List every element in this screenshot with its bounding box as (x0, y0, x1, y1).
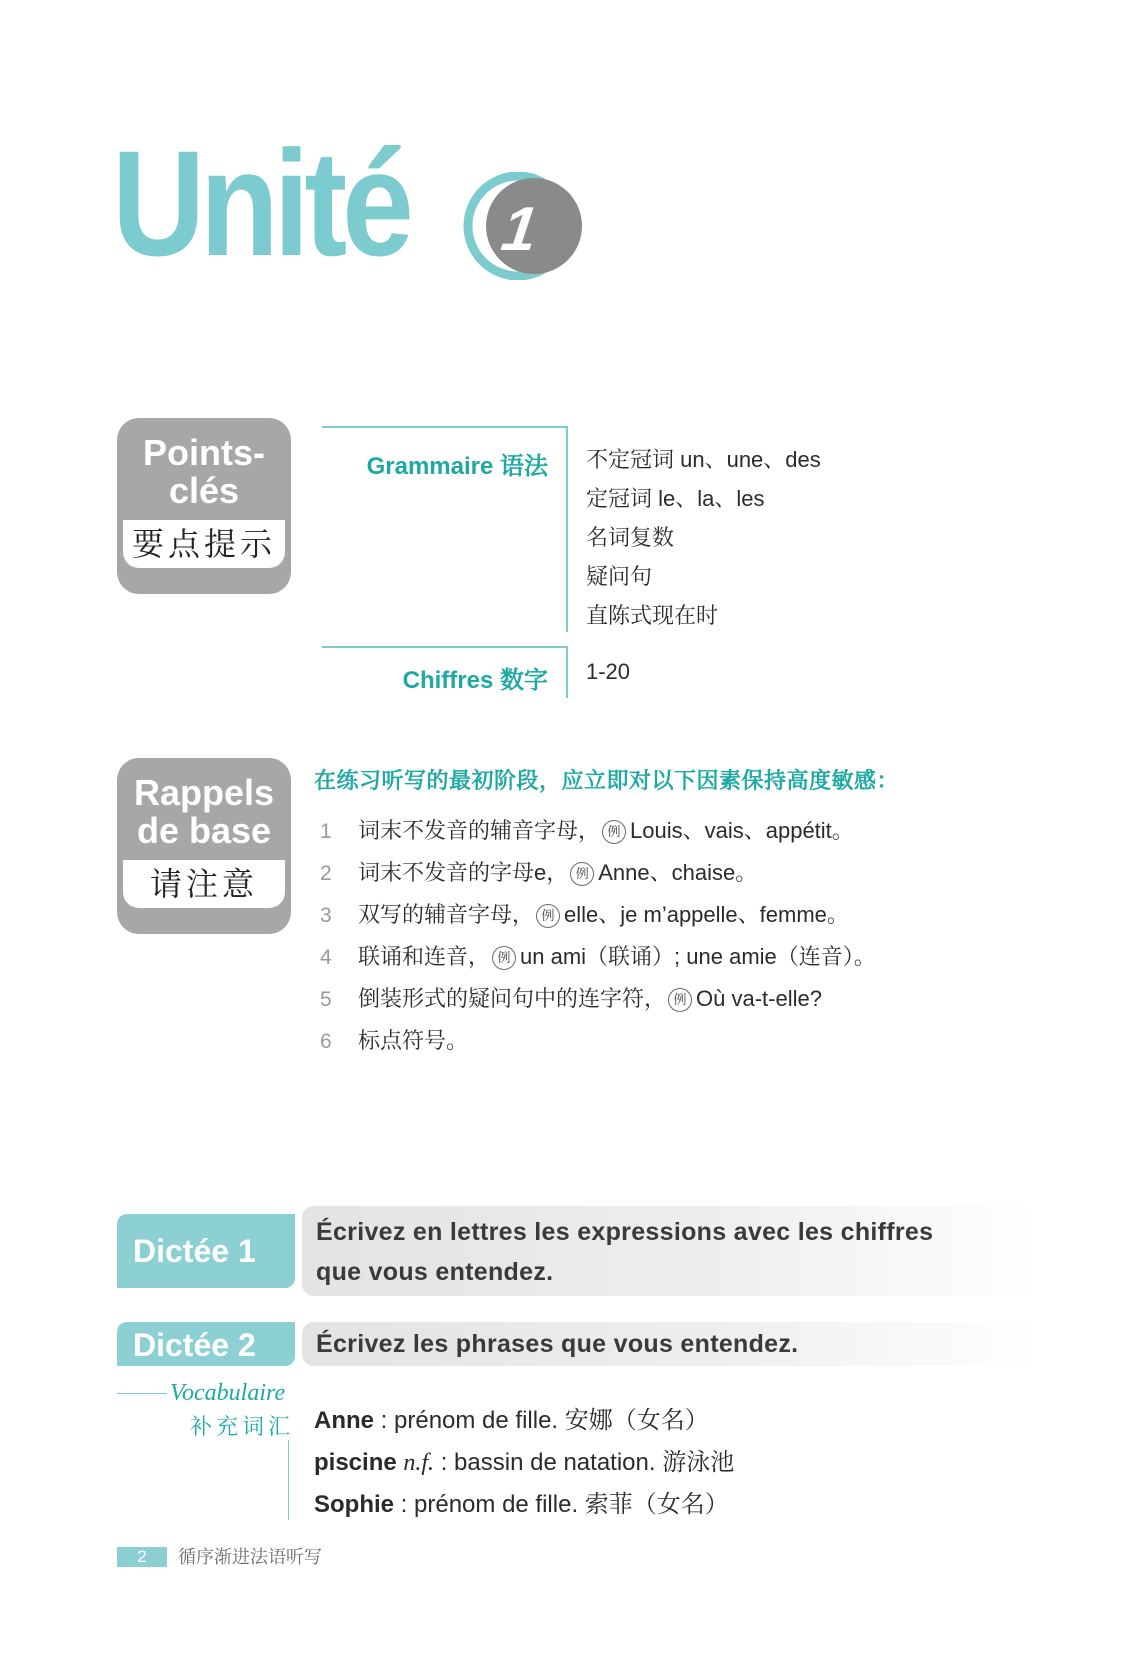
category-chiffres: Chiffres 数字 (402, 667, 548, 694)
points-cles-label (117, 418, 291, 594)
list-item: 不定冠词 un、une、des (586, 447, 821, 472)
vocab-label-zh: 补充词汇 (190, 1414, 295, 1439)
list-item: 1 词末不发音的辅音字母， 例 Louis、vais、appétit。 (320, 818, 854, 843)
unit-number-badge (462, 172, 592, 280)
points-cles-chinese: 要点提示 (123, 520, 285, 568)
divider-line (322, 646, 568, 648)
category-grammaire: Grammaire 语法 (366, 453, 548, 480)
list-item: 直陈式现在时 (586, 603, 719, 628)
list-item: 6 标点符号。 (320, 1028, 469, 1053)
rappels-label (117, 758, 291, 934)
rappels-chinese: 请注意 (123, 860, 285, 908)
divider-line (322, 426, 568, 428)
vocab-entry: piscine n.f. : bassin de natation. 游泳池 (314, 1449, 735, 1476)
vocab-entry: Anne : prénom de fille. 安娜（女名） (314, 1407, 709, 1434)
example-icon: 例 (536, 904, 560, 928)
dictee-2-instruction: Écrivez les phrases que vous entendez. (302, 1322, 1038, 1366)
unit-title: Unité (112, 119, 409, 287)
divider-line (566, 426, 568, 632)
vocab-vertical-line (288, 1440, 289, 1520)
example-icon: 例 (602, 820, 626, 844)
list-item: 5 倒装形式的疑问句中的连字符， 例 Où va-t-elle? (320, 986, 822, 1011)
dictee-2-label: Dictée 2 (117, 1322, 295, 1366)
page-number: 2 (117, 1547, 167, 1567)
vocab-divider (117, 1393, 167, 1394)
divider-line (566, 646, 568, 698)
rappels-heading: 在练习听写的最初阶段，应立即对以下因素保持高度敏感： (314, 768, 900, 793)
list-item: 4 联诵和连音， 例 un ami（联诵）; une amie（连音）。 (320, 944, 876, 969)
dictee-1-instruction: Écrivez en lettres les expressions avec les chiffres que vous entendez. (302, 1206, 1038, 1296)
list-item: 名词复数 (586, 525, 675, 550)
list-item: 疑问句 (586, 564, 653, 589)
vocab-label-fr: Vocabulaire (170, 1380, 286, 1406)
rappels-latin: Rappels de base (133, 772, 275, 851)
grammar-list (586, 440, 821, 635)
list-item: 定冠词 le、la、les (586, 486, 765, 511)
list-item: 2 词末不发音的字母e， 例 Anne、chaise。 (320, 860, 758, 885)
example-icon: 例 (570, 862, 594, 886)
unit-number: 1 (492, 194, 550, 264)
list-item: 3 双写的辅音字母， 例 elle、je m’appelle、femme。 (320, 902, 849, 927)
chiffres-value: 1-20 (586, 659, 631, 684)
dictee-1-label: Dictée 1 (117, 1214, 295, 1288)
points-cles-latin: Points- clés (143, 432, 265, 511)
example-icon: 例 (492, 946, 516, 970)
example-icon: 例 (668, 988, 692, 1012)
footer-book-title: 循序渐进法语听写 (178, 1547, 322, 1567)
vocab-entry: Sophie : prénom de fille. 索菲（女名） (314, 1491, 729, 1518)
